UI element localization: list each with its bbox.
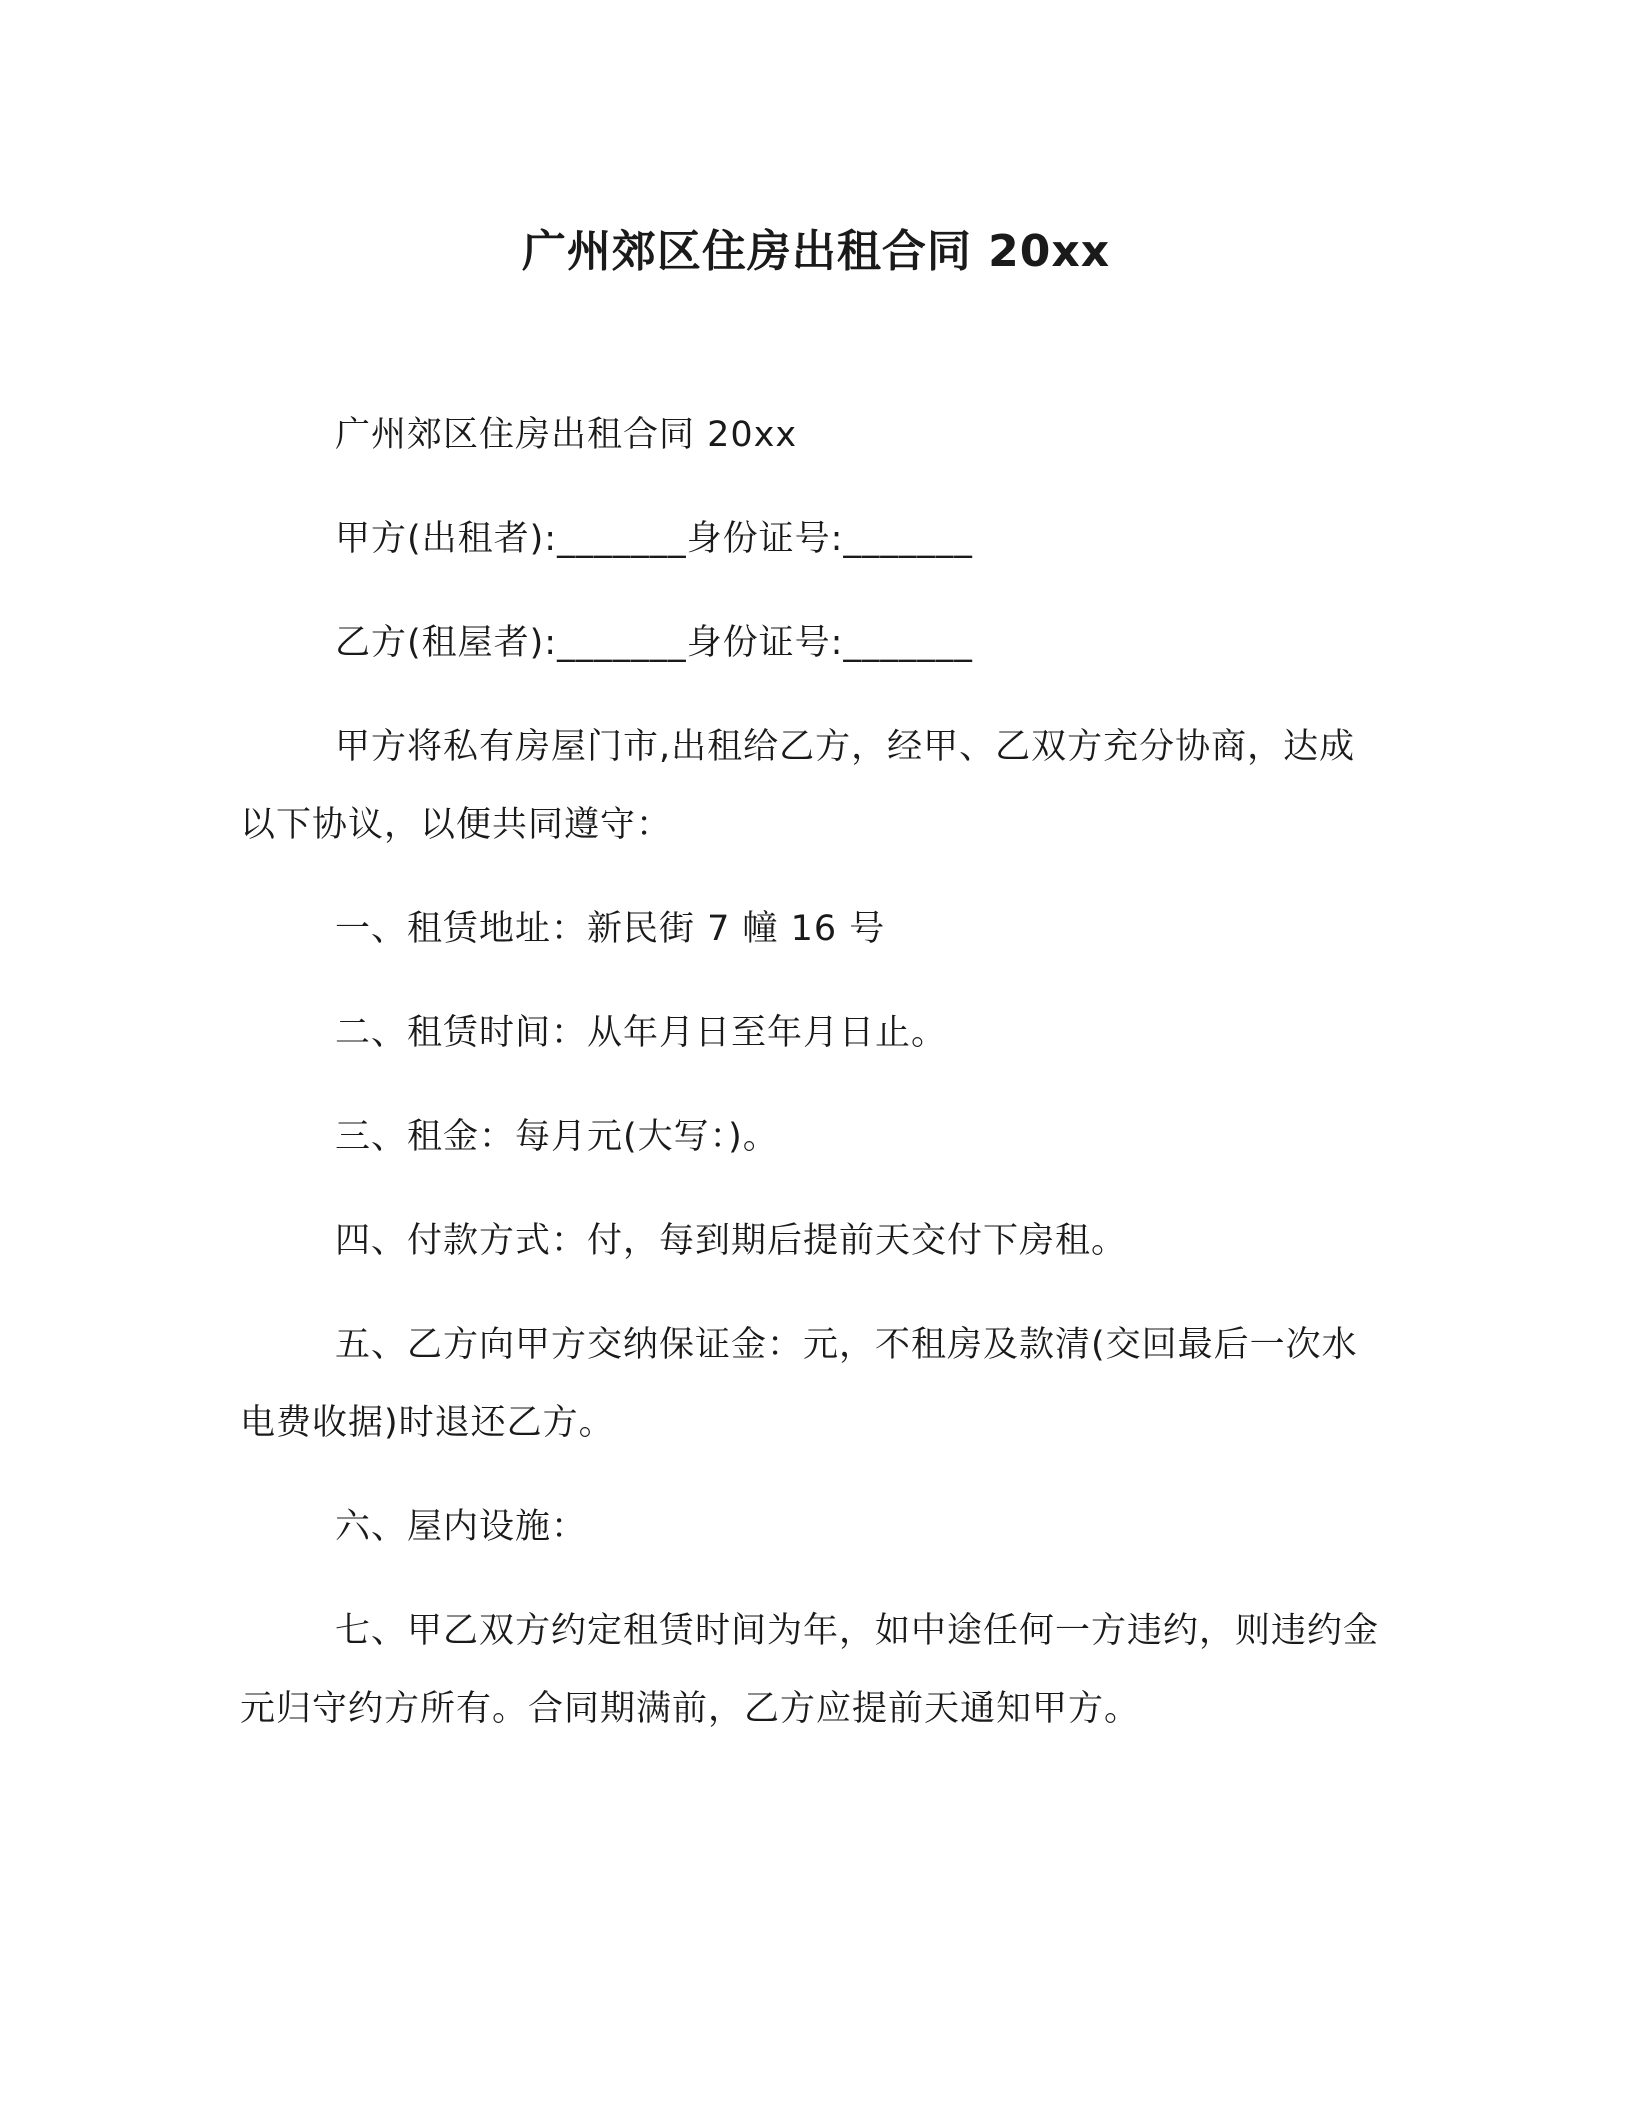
clause-3-rent: 三、租金：每月元(大写：)。 [335, 1117, 779, 1157]
clause-1-address: 一、租赁地址：新民街 7 幢 16 号 [335, 909, 886, 949]
clause-6-facilities: 六、屋内设施： [335, 1507, 588, 1547]
party-a-line: 甲方(出租者):_______身份证号:_______ [335, 519, 973, 559]
clause-7-breach: 七、甲乙双方约定租赁时间为年，如中途任何一方违约，则违约金元归守约方所有。合同期满前，乙方应提前天通知甲方。 [240, 1611, 1380, 1729]
clause-2-term: 二、租赁时间：从年月日至年月日止。 [335, 1013, 948, 1053]
document-body [240, 396, 1390, 1774]
party-b-line: 乙方(租屋者):_______身份证号:_______ [335, 623, 973, 663]
intro-paragraph: 甲方将私有房屋门市,出租给乙方，经甲、乙双方充分协商，达成以下协议，以便共同遵守： [240, 727, 1356, 845]
clause-5-deposit: 五、乙方向甲方交纳保证金：元，不租房及款清(交回最后一次水电费收据)时退还乙方。 [240, 1325, 1358, 1443]
subtitle-paragraph: 广州郊区住房出租合同 20xx [335, 415, 798, 455]
document-title: 广州郊区住房出租合同 20xx [521, 226, 1111, 277]
clause-4-payment: 四、付款方式：付，每到期后提前天交付下房租。 [335, 1221, 1128, 1261]
